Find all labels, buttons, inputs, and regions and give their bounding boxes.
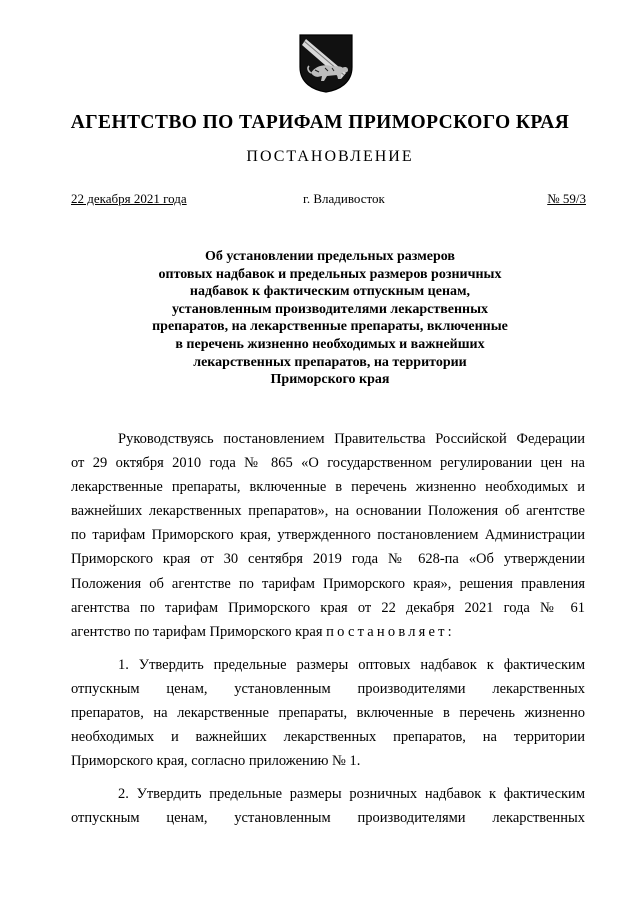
body-line: отпускным ценам, установленным производителями лекарственных	[71, 680, 585, 697]
body-line: Руководствуясь постановлением Правительства Российской Федерации	[118, 431, 585, 447]
title-line: установленным производителями лекарственных	[171, 301, 489, 317]
title-line: Приморского края	[270, 372, 390, 388]
body-line: по тарифам Приморского края, утвержденного постановлением Администрации	[71, 527, 585, 544]
body-line: Приморского края, согласно приложению № 1.	[71, 753, 361, 770]
body-line: важнейших лекарственных препаратов», на основании Положения об агентстве	[71, 503, 585, 520]
body-line: Приморского края от 30 сентября 2019 года № 628-па «Об утверждении	[71, 551, 585, 568]
body-line: 2. Утвердить предельные размеры розничных надбавок к фактическим	[118, 786, 585, 803]
body-line: от 29 октября 2010 года № 865 «О государственном регулировании цен на	[71, 455, 585, 472]
resolving-prefix: агентство по тарифам Приморского края	[71, 623, 327, 640]
item-2-paragraph	[71, 782, 585, 830]
coat-of-arms-icon	[297, 33, 355, 93]
title-line: лекарственных препаратов, на территории	[193, 354, 467, 370]
resolving-word: постановляет:	[326, 623, 455, 640]
resolving-line	[71, 620, 585, 644]
agency-name: АГЕНТСТВО ПО ТАРИФАМ ПРИМОРСКОГО КРАЯ	[70, 112, 570, 133]
body-line: отпускным ценам, установленным производителями лекарственных	[71, 810, 585, 827]
body-line: препаратов, на лекарственные препараты, включенные в перечень жизненно	[71, 705, 585, 722]
title-line: надбавок к фактическим отпускным ценам,	[189, 284, 471, 300]
body-line: 1. Утвердить предельные размеры оптовых надбавок к фактическим	[118, 656, 585, 673]
document-number: № 59/3	[547, 191, 586, 206]
title-line: оптовых надбавок и предельных размеров розничных	[158, 266, 502, 282]
item-1-paragraph	[71, 653, 585, 773]
document-type: ПОСТАНОВЛЕНИЕ	[246, 148, 414, 165]
title-line: препаратов, на лекарственные препараты, включенные	[152, 319, 508, 335]
body-line: лекарственные препараты, включенные в перечень жизненно необходимых и	[71, 479, 585, 496]
document-body	[71, 427, 585, 831]
document-city: г. Владивосток	[303, 191, 385, 206]
document-date: 22 декабря 2021 года	[71, 191, 187, 206]
body-line: Положения об агентстве по тарифам Приморского края», решения правления	[71, 575, 585, 592]
document-title	[110, 248, 550, 389]
preamble-paragraph	[71, 427, 585, 644]
body-line: агентства по тарифам Приморского края от 22 декабря 2021 года № 61	[71, 599, 585, 616]
title-line: в перечень жизненно необходимых и важнейших	[175, 336, 485, 352]
body-line: необходимых и важнейших лекарственных препаратов, на территории	[71, 729, 585, 746]
title-line: Об установлении предельных размеров	[205, 249, 455, 264]
